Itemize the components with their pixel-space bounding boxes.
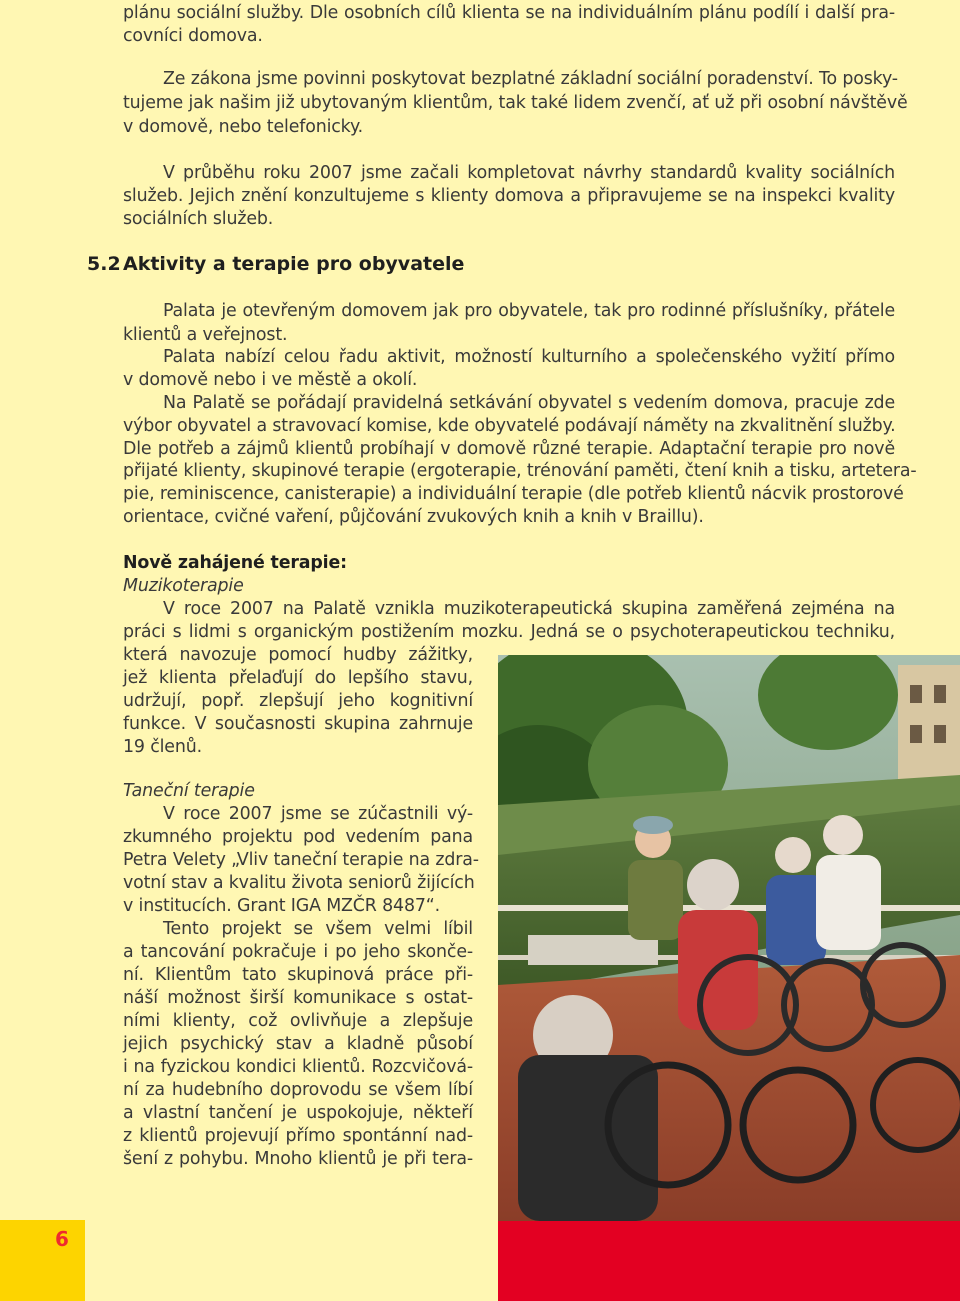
new-therapies-heading: Nově zahájené terapie: bbox=[123, 553, 347, 573]
dance-line: a vlastní tančení je uspokojuje, někteří bbox=[123, 1103, 473, 1123]
music-line: jež klienta přelaďují do lepšího stavu, bbox=[123, 668, 473, 688]
section-line: přijaté klienty, skupinové terapie (ergoterapie, trénování paměti, čtení knih a tisku, artetera- bbox=[123, 461, 917, 481]
intro-line: V průběhu roku 2007 jsme začali kompletovat návrhy standardů kvality sociálních bbox=[163, 163, 895, 183]
dance-line: šení z pohybu. Mnoho klientů je při tera- bbox=[123, 1149, 473, 1169]
dance-line: ní za hudebního doprovodu se všem líbí bbox=[123, 1080, 473, 1100]
page-tab bbox=[0, 1220, 85, 1301]
section-line: v domově nebo i ve městě a okolí. bbox=[123, 370, 418, 390]
section-line: Palata je otevřeným domovem jak pro obyvatele, tak pro rodinné příslušníky, přátele bbox=[163, 301, 895, 321]
intro-line: plánu sociální služby. Dle osobních cílů klienta se na individuálním plánu podílí i další pra- bbox=[123, 3, 895, 23]
section-line: výbor obyvatel a stravovací komise, kde obyvatelé podávají náměty na zkvalitnění služby. bbox=[123, 416, 896, 436]
intro-line: služeb. Jejich znění konzultujeme s klienty domova a připravujeme se na inspekci kvality bbox=[123, 186, 895, 206]
music-line: 19 členů. bbox=[123, 737, 202, 757]
therapy-photo bbox=[498, 655, 960, 1221]
dance-line: v institucích. Grant IGA MZČR 8487“. bbox=[123, 896, 441, 916]
dance-line: ními klienty, což ovlivňuje a zlepšuje bbox=[123, 1011, 473, 1031]
section-line: klientů a veřejnost. bbox=[123, 325, 288, 345]
section-line: Palata nabízí celou řadu aktivit, možností kulturního a společenského vyžití přímo bbox=[163, 347, 895, 367]
dance-line: z klientů projevují přímo spontánní nad- bbox=[123, 1126, 473, 1146]
dance-line: votní stav a kvalitu života seniorů žijících bbox=[123, 873, 475, 893]
intro-line: tujeme jak našim již ubytovaným klientům, tak také lidem zvenčí, ať už při osobní návštěvě bbox=[123, 93, 908, 113]
dance-line: Petra Velety „Vliv taneční terapie na zdra- bbox=[123, 850, 479, 870]
dance-line: ní. Klientům tato skupinová práce při- bbox=[123, 965, 473, 985]
music-line: V roce 2007 na Palatě vznikla muzikoterapeutická skupina zaměřená zejména na bbox=[163, 599, 895, 619]
section-line: Na Palatě se pořádají pravidelná setkávání obyvatel s vedením domova, pracuje zde bbox=[163, 393, 895, 413]
section-title: Aktivity a terapie pro obyvatele bbox=[123, 253, 465, 275]
section-line: pie, reminiscence, canisterapie) a individuální terapie (dle potřeb klientů nácvik prostorové bbox=[123, 484, 904, 504]
intro-line: covníci domova. bbox=[123, 26, 263, 46]
section-line: Dle potřeb a zájmů klientů probíhají v domově různé terapie. Adaptační terapie pro nově bbox=[123, 439, 895, 459]
section-heading bbox=[87, 253, 464, 275]
dance-therapy-title: Taneční terapie bbox=[123, 781, 255, 801]
dance-line: i na fyzickou kondici klientů. Rozcvičová- bbox=[123, 1057, 473, 1077]
intro-line: Ze zákona jsme povinni poskytovat bezplatné základní sociální poradenství. To posky- bbox=[163, 69, 898, 89]
page-number: 6 bbox=[55, 1227, 69, 1251]
music-therapy-title: Muzikoterapie bbox=[123, 576, 244, 596]
dance-line: zkumného projektu pod vedením pana bbox=[123, 827, 473, 847]
music-line: která navozuje pomocí hudby zážitky, bbox=[123, 645, 473, 665]
music-line: funkce. V současnosti skupina zahrnuje bbox=[123, 714, 473, 734]
intro-line: v domově, nebo telefonicky. bbox=[123, 117, 364, 137]
dance-line: Tento projekt se všem velmi líbil bbox=[163, 919, 473, 939]
dance-line: náší možnost širší komunikace s ostat- bbox=[123, 988, 473, 1008]
dance-line: V roce 2007 jsme se zúčastnili vý- bbox=[163, 804, 473, 824]
music-line: práci s lidmi s organickým postižením mozku. Jedná se o psychoterapeutickou techniku, bbox=[123, 622, 895, 642]
red-color-band bbox=[498, 1221, 960, 1301]
section-number: 5.2 bbox=[87, 253, 121, 275]
section-line: orientace, cvičné vaření, půjčování zvukových knih a knih v Braillu). bbox=[123, 507, 704, 527]
dance-line: a tancování pokračuje i po jeho skonče- bbox=[123, 942, 473, 962]
music-line: udržují, popř. zlepšují jeho kognitivní bbox=[123, 691, 473, 711]
intro-line: sociálních služeb. bbox=[123, 209, 274, 229]
dance-line: jejich psychický stav a kladně působí bbox=[123, 1034, 473, 1054]
